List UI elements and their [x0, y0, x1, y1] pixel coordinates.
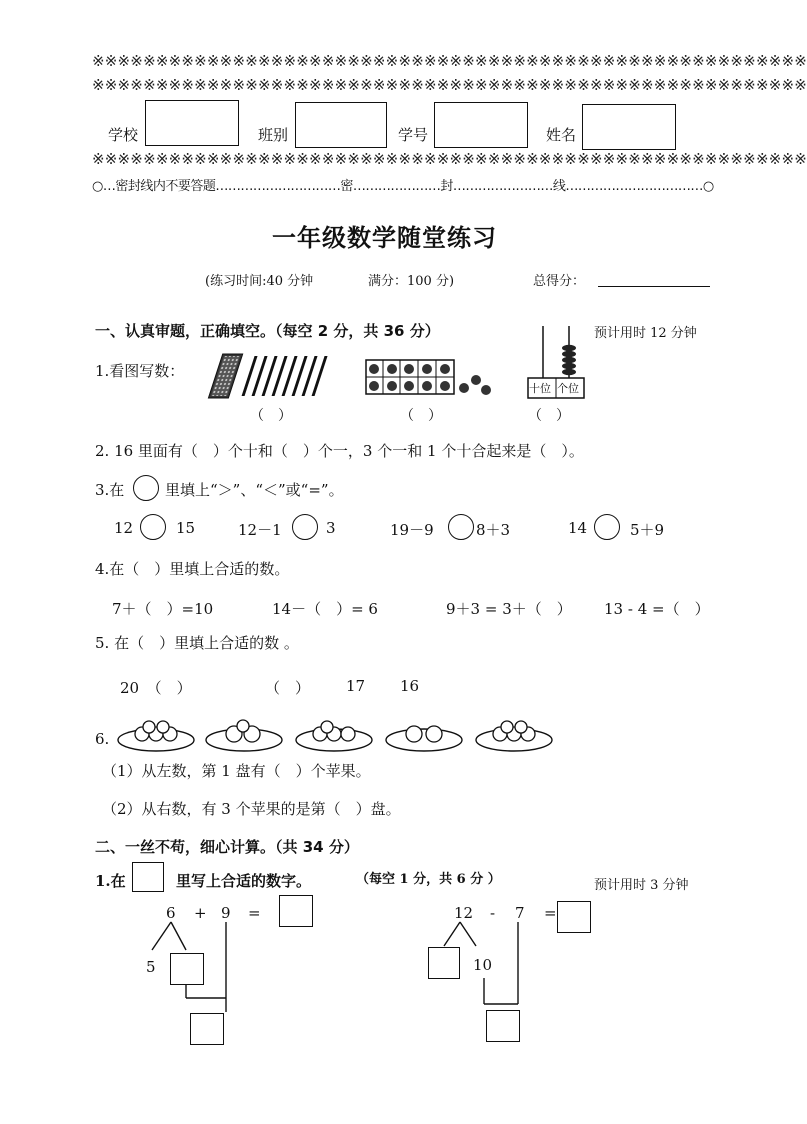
question-4: 4.在（ ）里填上合适的数。	[95, 560, 290, 578]
compare-circle-4[interactable]	[594, 514, 620, 540]
stick-bundles-image	[210, 350, 340, 400]
fill-equation-4[interactable]: 13 - 4 =（ ）	[604, 600, 710, 618]
answer-blank-sticks[interactable]: （ ）	[250, 408, 292, 424]
eq2-split-number: 10	[473, 956, 493, 974]
abacus-tens-label: 十位	[529, 382, 551, 395]
seal-line-notice: ○…密封线内不要答题…………………………密…………………封……………………线……………………………○	[92, 179, 714, 194]
compare-left-4: 14	[568, 519, 588, 537]
abacus-ones-label: 个位	[557, 382, 579, 395]
section-two-timing: 预计用时 3 分钟	[594, 878, 689, 893]
question-3-prefix: 3.在	[95, 481, 125, 499]
class-label: 班别	[258, 126, 289, 144]
eq1-operator: +	[194, 904, 207, 922]
total-score-label: 总得分：	[533, 274, 586, 289]
eq2-difference-box[interactable]	[486, 1010, 520, 1042]
student-number-field[interactable]	[434, 102, 528, 148]
answer-blank-abacus[interactable]: （ ）	[528, 408, 570, 424]
sequence-item-1[interactable]: 20 （ ）	[120, 679, 192, 697]
page-title: 一年级数学随堂练习	[272, 224, 497, 252]
question-6-part-1: （1）从左数，第 1 盘有（ ）个苹果。	[102, 762, 371, 780]
sequence-item-4: 16	[400, 677, 420, 695]
total-score-blank[interactable]	[598, 286, 710, 287]
name-field[interactable]	[582, 104, 676, 150]
eq2-operand-1: 12	[454, 904, 474, 922]
sequence-item-2[interactable]: （ ）	[265, 679, 311, 697]
apple-plates-image	[116, 712, 556, 754]
compare-right-4: 5＋9	[630, 521, 665, 539]
decorative-border-second: ※※※※※※※※※※※※※※※※※※※※※※※※※※※※※※※※※※※※※※※※※※※※※※※※※※※※※※※※	[92, 76, 807, 94]
question-1-label: 1.看图写数：	[95, 362, 185, 380]
example-answer-box	[132, 862, 164, 892]
compare-circle-example	[133, 475, 159, 501]
eq2-equals: =	[544, 904, 557, 922]
section-two-q1-score: （每空 1 分，共 6 分 ）	[356, 872, 501, 887]
compare-right-3: 8＋3	[476, 521, 511, 539]
ten-frame-image	[362, 358, 492, 398]
compare-right-2: 3	[326, 519, 336, 537]
name-label: 姓名	[546, 126, 577, 144]
compare-circle-1[interactable]	[140, 514, 166, 540]
eq1-operand-2: 9	[221, 904, 231, 922]
eq1-operand-1: 6	[166, 904, 176, 922]
eq1-sum-box[interactable]	[190, 1013, 224, 1045]
compare-left-3: 19－9	[390, 521, 434, 539]
section-two-q1-prefix: 1.在	[95, 872, 126, 890]
eq2-result-box[interactable]	[557, 901, 591, 933]
fill-equation-2[interactable]: 14－（ ）= 6	[272, 600, 378, 618]
fill-equation-1[interactable]: 7＋（ ）=10	[112, 600, 214, 618]
exam-time: (练习时间:40 分钟	[205, 274, 314, 289]
compare-left-1: 12	[114, 519, 134, 537]
school-label: 学校	[108, 126, 139, 144]
school-field[interactable]	[145, 100, 239, 146]
section-one-heading: 一、认真审题，正确填空。（每空 2 分，共 36 分）	[95, 322, 440, 340]
section-two-q1-text: 里写上合适的数字。	[176, 872, 312, 890]
eq1-split-number: 5	[146, 958, 156, 976]
answer-blank-ten-frame[interactable]: （ ）	[400, 408, 442, 424]
compare-circle-3[interactable]	[448, 514, 474, 540]
eq2-split-box[interactable]	[428, 947, 460, 979]
decorative-border-bottom: ※※※※※※※※※※※※※※※※※※※※※※※※※※※※※※※※※※※※※※※※※※※※※※※※※※※※※※※※	[92, 150, 807, 168]
eq2-operand-2: 7	[515, 904, 525, 922]
eq2-operator: -	[490, 904, 496, 922]
section-two-heading: 二、一丝不苟，细心计算。（共 34 分）	[95, 838, 359, 856]
question-2: 2. 16 里面有（ ）个十和（ ）个一，3 个一和 1 个十合起来是（ ）。	[95, 442, 584, 460]
question-5: 5. 在（ ）里填上合适的数 。	[95, 634, 299, 652]
decorative-border-top: ※※※※※※※※※※※※※※※※※※※※※※※※※※※※※※※※※※※※※※※※※※※※※※※※※※※※※※※※	[92, 52, 807, 70]
class-field[interactable]	[295, 102, 387, 148]
student-number-label: 学号	[398, 126, 429, 144]
eq1-split-box[interactable]	[170, 953, 204, 985]
eq1-equals: =	[248, 904, 261, 922]
compare-circle-2[interactable]	[292, 514, 318, 540]
compare-left-2: 12－1	[238, 521, 282, 539]
eq1-result-box[interactable]	[279, 895, 313, 927]
question-3-text: 里填上“＞”、“＜”或“=”。	[165, 481, 344, 499]
compare-right-1: 15	[176, 519, 196, 537]
question-6-part-2: （2）从右数，有 3 个苹果的是第（ ）盘。	[102, 800, 401, 818]
fill-equation-3[interactable]: 9＋3 = 3＋（ ）	[446, 600, 572, 618]
section-one-timing: 预计用时 12 分钟	[594, 326, 697, 341]
sequence-item-3: 17	[346, 677, 366, 695]
full-score: 满分：100 分)	[368, 274, 455, 289]
question-6-label: 6.	[95, 730, 110, 748]
